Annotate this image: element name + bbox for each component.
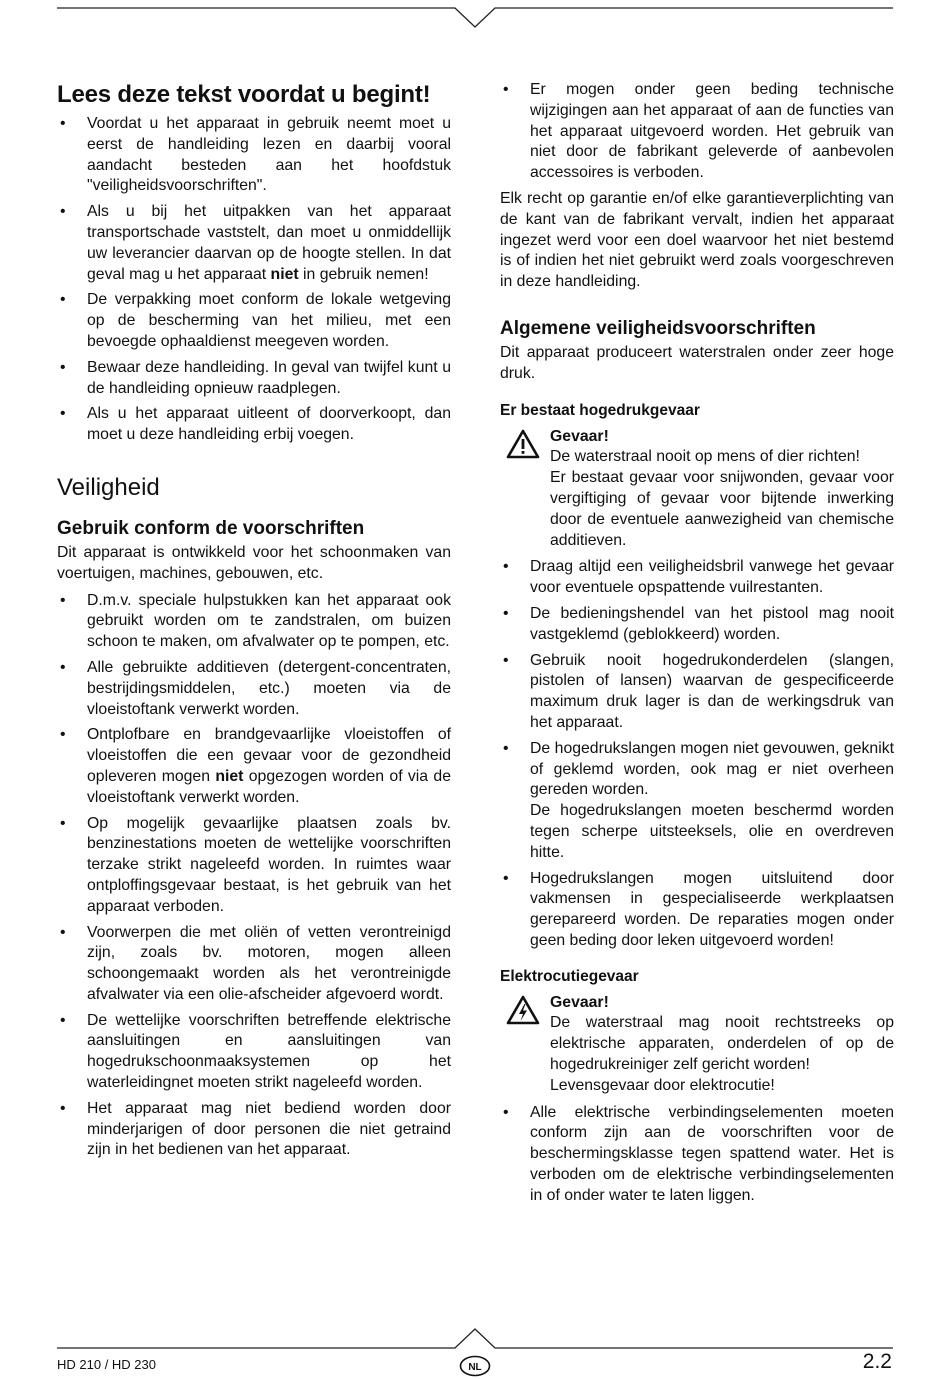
list-item: • Voordat u het apparaat in gebruik neemt moet u eerst de handleiding lezen en daarbij vooral aandacht besteden aan het hoofdstuk "veiligheidsvoorschriften". xyxy=(60,115,451,195)
use-bullet-list xyxy=(57,591,451,1162)
subsection-intro: Dit apparaat is ontwikkeld voor het schoonmaken van voertuigen, machines, gebouwen, etc. xyxy=(57,543,451,582)
page-number: 2.2 xyxy=(862,1350,892,1373)
warning-triangle-icon xyxy=(506,429,540,459)
modification-bullet-list xyxy=(500,80,894,184)
warning-title: Gevaar! xyxy=(550,427,609,445)
list-item: • Alle elektrische verbindingselementen moeten conform zijn aan de voorschriften voor de beschermingsklasse tegen spattend water. Het is verboden om de elektrische verbindingselementen in of onder water te laten liggen. xyxy=(503,1103,894,1204)
general-safety-intro: Dit apparaat produceert waterstralen onder zeer hoge druk. xyxy=(500,343,894,382)
list-item: • Alle gebruikte additieven (detergent-concentraten, bestrijdingsmiddelen, etc.) moeten via de vloeistoftank verwerkt worden. xyxy=(60,658,451,718)
hose-extra-text: De hogedrukslangen moeten beschermd worden tegen scherpe uitsteeksels, olie en overdreven hitte. xyxy=(530,802,894,861)
list-item: • Draag altijd een veiligheidsbril vanwege het gevaar voor eventuele opspattende vuilrestanten. xyxy=(503,558,894,597)
subsection-heading: Gebruik conform de voorschriften xyxy=(57,517,365,539)
warning-line: De waterstraal mag nooit rechtstreeks op elektrische apparaten, onderdelen of op de hogedrukreiniger zelf gericht worden! xyxy=(550,1014,894,1074)
list-item: • Als u bij het uitpakken van het apparaat transportschade vaststelt, dan moet u onmiddellijk uw leverancier daarvan op de hoogte stellen. In dat geval mag u het apparaat niet in gebruik nemen! xyxy=(60,203,451,283)
list-item: • Bewaar deze handleiding. In geval van twijfel kunt u de handleiding opnieuw raadplegen. xyxy=(60,358,451,397)
list-item: • Hogedrukslangen mogen uitsluitend door vakmensen in gespecialiseerde werkplaatsen gerepareerd worden. De reparaties mogen onder geen beding door leken uitgevoerd worden! xyxy=(503,869,894,949)
warning-line: De waterstraal nooit op mens of dier richten! xyxy=(550,448,860,466)
warning-line: Er bestaat gevaar voor snijwonden, gevaar voor vergiftiging of gevaar voor bijtende inwerking door de eventuele aanwezigheid van chemische additieven. xyxy=(550,469,894,549)
warning-title: Gevaar! xyxy=(550,993,609,1011)
list-item: • De verpakking moet conform de lokale wetgeving op de bescherming van het milieu, met een bevoegde ophaaldienst meegeven worden. xyxy=(60,291,451,350)
intro-heading: Lees deze tekst voordat u begint! xyxy=(57,81,431,108)
list-item: • De bedieningshendel van het pistool mag nooit vastgeklemd (geblokkeerd) worden. xyxy=(503,604,894,643)
list-item: • De hogedrukslangen mogen niet gevouwen, geknikt of geklemd worden, ook mag er niet overheen gereden worden. De hogedrukslangen moeten beschermd worden tegen scherpe uitsteeksels, olie en overdreven hitte. xyxy=(503,739,894,861)
list-item: • Voorwerpen die met oliën of vetten verontreinigd zijn, zoals bv. motoren, mogen alleen schoongemaakt worden als het verontreinigde afvalwater via een olie-afscheider afgevoerd wordt. xyxy=(60,923,451,1003)
pressure-bullet-list xyxy=(500,557,894,951)
general-safety-heading: Algemene veiligheidsvoorschriften xyxy=(500,317,816,339)
right-column xyxy=(500,80,894,1212)
list-item: • Er mogen onder geen beding technische wijzigingen aan het apparaat of aan de functies van het apparaat uitgevoerd worden. Het gebruik van niet door de fabrikant geleverde of aanbevolen accessoires is verboden. xyxy=(503,81,894,182)
list-item: • Als u het apparaat uitleent of doorverkoopt, dan moet u deze handleiding erbij voegen. xyxy=(60,405,451,444)
bottom-rule xyxy=(0,1320,950,1360)
list-item: • Op mogelijk gevaarlijke plaatsen zoals bv. benzinestations moeten de wettelijke voorschriften terzake strikt nageleefd worden. In ruimtes waar ontploffingsgevaar bestaat, is het gebruik van het apparaat verboden. xyxy=(60,814,451,915)
list-item: • D.m.v. speciale hulpstukken kan het apparaat ook gebruikt worden om te zandstralen, om buizen schoon te maken, om afvalwater op te pompen, etc. xyxy=(60,591,451,651)
pressure-hazard-heading: Er bestaat hogedrukgevaar xyxy=(500,401,700,419)
language-badge-label: NL xyxy=(468,1362,482,1373)
warning-line: Levensgevaar door elektrocutie! xyxy=(550,1076,775,1094)
pressure-warning-block xyxy=(500,427,894,552)
electro-bullet-list xyxy=(500,1103,894,1207)
section-heading-veiligheid: Veiligheid xyxy=(57,473,160,501)
transport-damage-text: Als u bij het uitpakken van het apparaat transportschade vaststelt, dan moet u onmiddellijk uw leverancier daarvan op de hoogte stellen. In dat geval mag u het apparaat niet in gebruik nemen! xyxy=(87,203,451,283)
electrocution-heading: Elektrocutiegevaar xyxy=(500,967,639,985)
list-item: • Ontplofbare en brandgevaarlijke vloeistoffen of vloeistoffen die een gevaar voor de gezondheid opleveren mogen niet opgezogen worden of via de vloeistoftank verwerkt worden. xyxy=(60,726,451,806)
explosive-liquids-text: Ontplofbare en brandgevaarlijke vloeistoffen of vloeistoffen die een gevaar voor de gezondheid opleveren mogen niet opgezogen worden of via de vloeistoftank verwerkt worden. xyxy=(87,726,451,806)
guarantee-paragraph: Elk recht op garantie en/of elke garantieverplichting van de kant van de fabrikant vervalt, indien het apparaat ingezet werd voor een doel waarvoor het niet bestemd is of indien het niet gebruikt werd zoals voorgeschreven in deze handleiding. xyxy=(500,189,894,291)
footer-model: HD 210 / HD 230 xyxy=(57,1357,156,1372)
language-badge xyxy=(459,1355,491,1377)
intro-bullet-list xyxy=(57,114,451,446)
electric-hazard-icon xyxy=(506,995,540,1025)
top-rule xyxy=(0,0,950,40)
list-item: • Gebruik nooit hogedrukonderdelen (slangen, pistolen of lansen) waarvan de gespecificeerde maximum druk lager is dan de werkingsdruk van het apparaat. xyxy=(503,651,894,731)
left-column xyxy=(57,80,451,1166)
list-item: • De wettelijke voorschriften betreffende elektrische aansluitingen en aansluitingen van hogedrukschoonmaaksystemen op het waterleidingnet moeten strikt nageleefd worden. xyxy=(60,1011,451,1092)
list-item: • Het apparaat mag niet bediend worden door minderjarigen of door personen die niet getraind zijn in het bedienen van het apparaat. xyxy=(60,1099,451,1159)
electro-warning-block xyxy=(500,993,894,1097)
